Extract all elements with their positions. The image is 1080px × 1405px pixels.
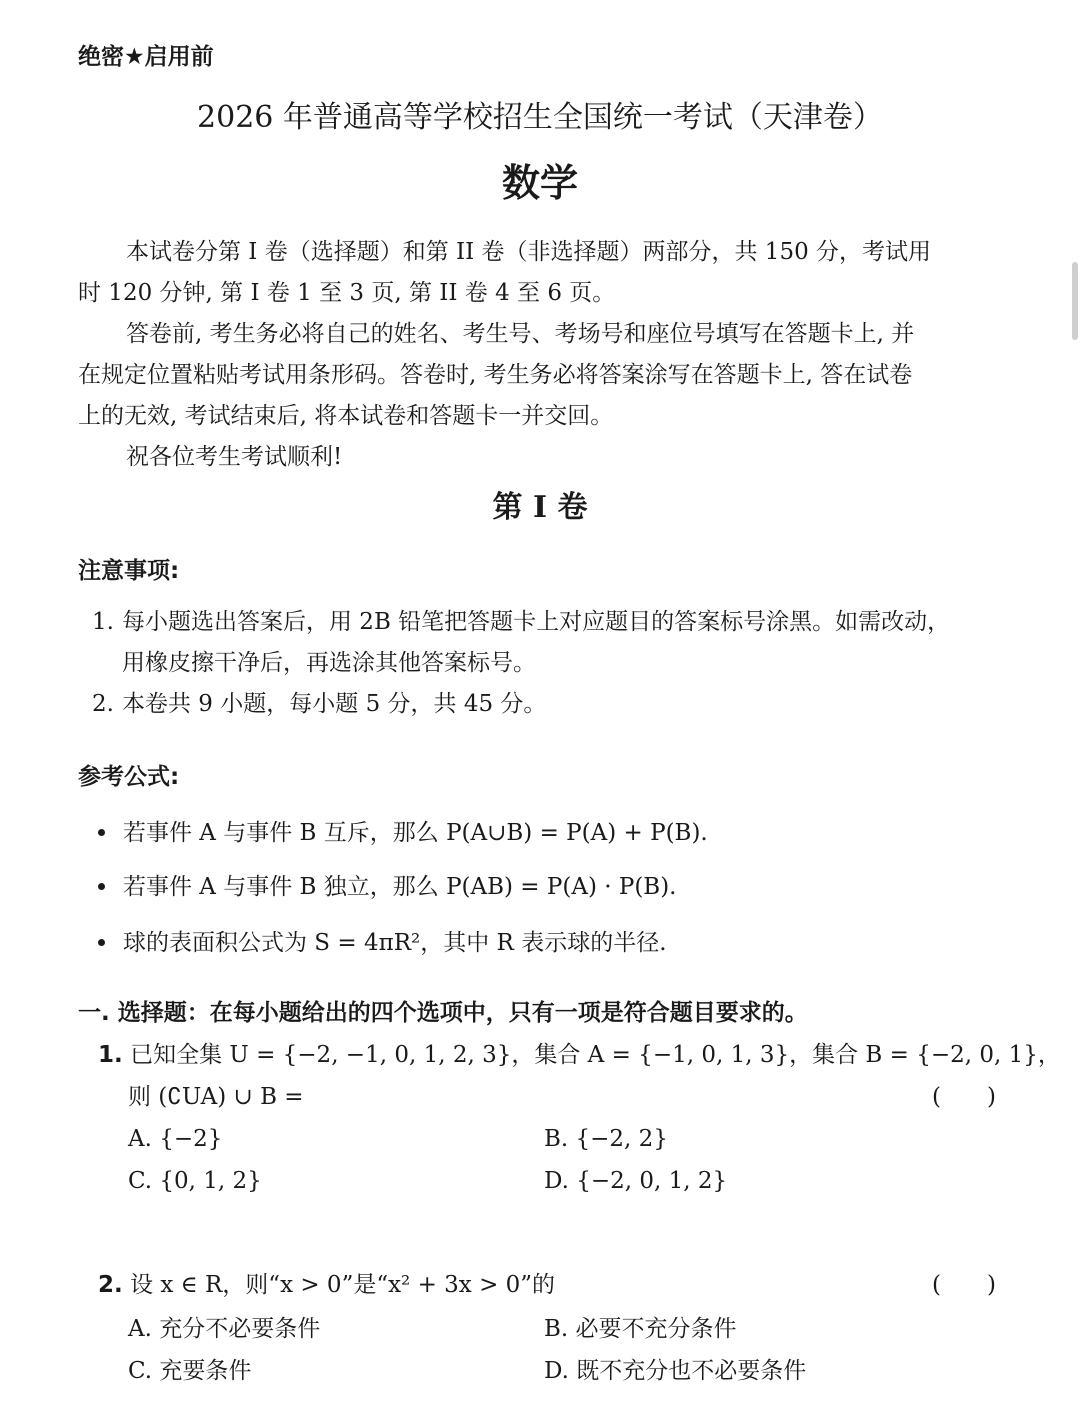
bullet-icon <box>98 829 105 836</box>
formula-item <box>98 924 667 957</box>
note-text-line: 每小题选出答案后，用 2B 铅笔把答题卡上对应题目的答案标号涂黑。如需改动， <box>122 609 951 635</box>
note-item <box>92 602 1007 684</box>
answer-paren: ( ) <box>932 1272 996 1298</box>
formula-text: 球的表面积公式为 S = 4πR²，其中 R 表示球的半径. <box>123 930 667 956</box>
subject-title: 数学 <box>501 161 578 205</box>
intro-p3: 祝各位考生考试顺利! <box>126 444 343 470</box>
formula-text: 若事件 A 与事件 B 互斥，那么 P(A∪B) = P(A) + P(B). <box>123 820 708 846</box>
section-heading: 一. 选择题：在每小题给出的四个选项中，只有一项是符合题目要求的。 <box>78 1000 808 1026</box>
formula-item <box>98 814 708 847</box>
intro-p1-line1: 本试卷分第 I 卷（选择题）和第 II 卷（非选择题）两部分，共 150 分，考试用 <box>126 239 932 265</box>
intro-p2-line3: 上的无效, 考试结束后, 将本试卷和答题卡一并交回。 <box>78 403 614 429</box>
question-1-line1 <box>98 1036 1061 1069</box>
note-number: 2. <box>92 691 114 717</box>
option-b: B. {−2, 2} <box>544 1126 668 1152</box>
option-d: D. 既不充分也不必要条件 <box>544 1358 807 1384</box>
formula-text: 若事件 A 与事件 B 独立，那么 P(AB) = P(A) · P(B). <box>123 874 677 900</box>
volume-title: 第 I 卷 <box>492 490 588 525</box>
notes-heading: 注意事项: <box>78 558 180 584</box>
option-c: C. 充要条件 <box>128 1358 252 1384</box>
formula-item <box>98 868 677 901</box>
option-d: D. {−2, 0, 1, 2} <box>544 1168 728 1194</box>
bullet-icon <box>98 939 105 946</box>
answer-paren: ( ) <box>932 1084 996 1110</box>
note-text: 本卷共 9 小题，每小题 5 分，共 45 分。 <box>122 691 547 717</box>
note-number: 1. <box>92 609 114 635</box>
intro-p2-line2: 在规定位置粘贴考试用条形码。答卷时, 考生务必将答案涂写在答题卡上, 答在试卷 <box>78 362 913 388</box>
bullet-icon <box>98 883 105 890</box>
option-c: C. {0, 1, 2} <box>128 1168 262 1194</box>
note-text <box>122 602 1007 684</box>
note-text-line: 用橡皮擦干净后，再选涂其他答案标号。 <box>122 650 536 676</box>
intro-p2-line1: 答卷前, 考生务必将自己的姓名、考生号、考场号和座位号填写在答题卡上, 并 <box>126 321 915 347</box>
option-b: B. 必要不充分条件 <box>544 1316 737 1342</box>
option-a: A. {−2} <box>128 1126 223 1152</box>
question-text: 已知全集 U = {−2, −1, 0, 1, 2, 3}，集合 A = {−1, 0, 1, 3}，集合 B = {−2, 0, 1}， <box>130 1042 1061 1068</box>
notes-list <box>92 602 1007 725</box>
intro-p1-line2: 时 120 分钟, 第 I 卷 1 至 3 页, 第 II 卷 4 至 6 页。 <box>78 280 616 306</box>
intro-block <box>78 232 1003 478</box>
note-item <box>92 684 1007 725</box>
scrollbar-thumb[interactable] <box>1072 262 1078 340</box>
formulas-heading: 参考公式: <box>78 764 180 790</box>
question-2-line1 <box>98 1266 555 1299</box>
question-number: 2. <box>98 1272 123 1298</box>
question-number: 1. <box>98 1042 123 1068</box>
exam-title: 2026 年普通高等学校招生全国统一考试（天津卷） <box>197 100 883 135</box>
question-1-line2: 则 (∁UA) ∪ B = <box>128 1084 304 1110</box>
question-text: 设 x ∈ R，则“x > 0”是“x² + 3x > 0”的 <box>130 1272 556 1298</box>
secret-label: 绝密★启用前 <box>78 44 214 70</box>
option-a: A. 充分不必要条件 <box>128 1316 321 1342</box>
